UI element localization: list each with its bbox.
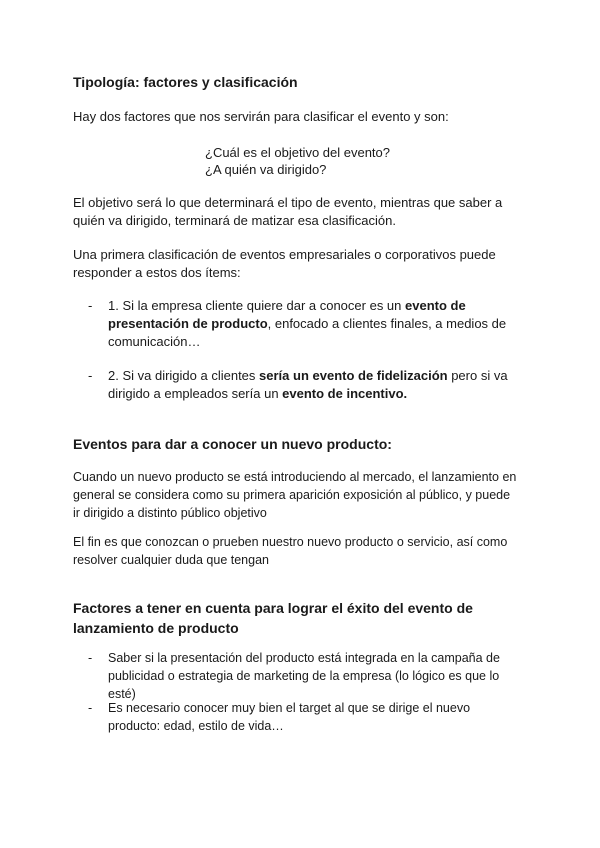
question-audience: ¿A quién va dirigido?	[205, 162, 327, 177]
item-text-mid: pero si va dirigido a empleados sería un	[108, 368, 508, 401]
list-dash: -	[88, 368, 93, 383]
item-text-pre: 1. Si la empresa cliente quiere dar a conocer es un	[108, 298, 406, 313]
list-item-text: Es necesario conocer muy bien el target al que se dirige el nuevo producto: edad, estilo de vida…	[108, 701, 471, 733]
item-text-pre: 2. Si va dirigido a clientes	[108, 368, 260, 383]
list-item-text	[108, 297, 518, 351]
list-dash: -	[88, 701, 93, 715]
section-title-tipologia: Tipología: factores y clasificación	[73, 74, 298, 90]
purpose-paragraph: El fin es que conozcan o prueben nuestro nuevo producto o servicio, así como resolver cualquier duda que tengan	[73, 535, 508, 567]
item-text-bold-2: evento de incentivo.	[282, 386, 408, 401]
item-text-bold: sería un evento de fidelización	[259, 368, 448, 383]
list-dash: -	[88, 298, 93, 313]
item-text-post: , enfocado a clientes finales, a medios de comunicación…	[108, 316, 507, 349]
section-title-factores: Factores a tener en cuenta para lograr el éxito del evento de lanzamiento de producto	[73, 600, 473, 636]
list-dash: -	[88, 651, 93, 665]
intro-paragraph: Hay dos factores que nos servirán para clasificar el evento y son:	[73, 109, 449, 124]
objective-paragraph: El objetivo será lo que determinará el tipo de evento, mientras que saber a quién va dirigido, terminará de matizar esa clasificación.	[73, 195, 503, 228]
list-item-text: Saber si la presentación del producto está integrada en la campaña de publicidad o estrategia de marketing de la empresa (lo lógico es que lo esté)	[108, 651, 500, 701]
launch-paragraph: Cuando un nuevo producto se está introduciendo al mercado, el lanzamiento en general se considera como su primera aparición exposición al público, y puede ir dirigido a distinto público objetivo	[73, 470, 517, 520]
list-item-text	[108, 367, 518, 403]
item-text-bold: evento de presentación de producto	[108, 298, 466, 331]
section-title-eventos: Eventos para dar a conocer un nuevo producto:	[73, 436, 392, 452]
question-objective: ¿Cuál es el objetivo del evento?	[205, 145, 391, 160]
classification-paragraph: Una primera clasificación de eventos empresariales o corporativos puede responder a estos dos ítems:	[73, 247, 496, 280]
